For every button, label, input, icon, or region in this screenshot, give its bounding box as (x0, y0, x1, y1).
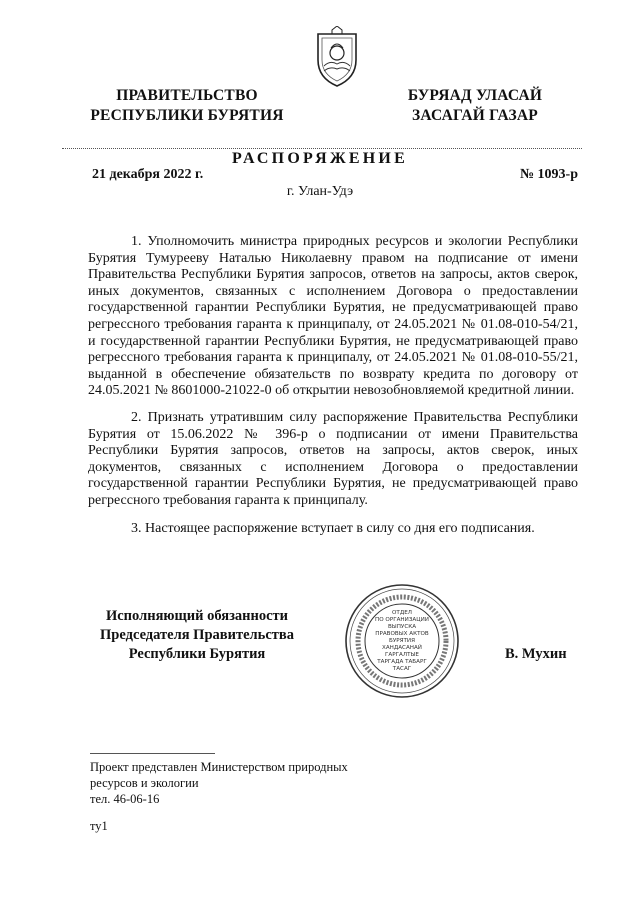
stamp-inner-line4: ПРАВОВЫХ АКТОВ (375, 631, 429, 637)
stamp-inner-line5: БУРЯТИЯ (389, 638, 415, 644)
footer-line1: Проект представлен Министерством природных (90, 760, 348, 774)
signature-line1: Исполняющий обязанности (105, 608, 289, 624)
header-left-line1: ПРАВИТЕЛЬСТВО (116, 87, 258, 104)
document-date: 21 декабря 2022 г. (92, 167, 204, 182)
paragraph-3: 3. Настоящее распоряжение вступает в силу со дня его подписания. (131, 521, 535, 536)
footer-line2: ресурсов и экологии (90, 776, 199, 790)
stamp-inner-line3: ВЫПУСКА (387, 624, 417, 630)
stamp-inner-line8: ТАСАГ (392, 666, 412, 672)
paragraph-1: 1. Уполномочить министра природных ресурсов и экологии Республики Бурятия Тумурееву Наталью Николаевну правом на подписание от имени Правительства Республики Бурятия запросов, ответов на запросы, актов сверок, иных документов, связанных с исполнением Договора о предоставлении государственной гарантии Республики Бурятия, не предусматривающей право регрессного требования гаранта к принципалу, от 24.05.2021 № 01.08-010-54/21, и государственной гарантии Республики Бурятия, не предусматривающей право регрессного требования гаранта к принципалу, от 24.05.2021 № 01.08-010-55/21, выданной в обеспечение обязательств по возврату кредита по договору от 24.05.2021 № 8601000-21022-0 об открытии невозобновляемой кредитной линии. (88, 234, 578, 399)
footer-divider (90, 753, 215, 754)
signature-line3: Республики Бурятия (128, 646, 266, 662)
signature-title (82, 607, 312, 664)
official-stamp (344, 583, 460, 699)
stamp-inner-line2: ПО ОРГАНИЗАЦИИ (375, 617, 429, 623)
header-left (82, 86, 292, 126)
footer-phone: тел. 46-06-16 (90, 792, 160, 806)
coat-of-arms-emblem (312, 26, 362, 88)
signature-line2: Председателя Правительства (100, 627, 294, 643)
paragraph-2: 2. Признать утратившим силу распоряжение Правительства Республики Бурятия от 15.06.2022 № 396-р о подписании от имени Правительства Республики Бурятия запросов, ответов на запросы, актов сверок, иных документов, связанных с исполнением Договора о предоставлении государственной гарантии Республики Бурятия, не предусматривающей право регрессного требования гаранта к принципалу. (88, 410, 578, 508)
document-city: г. Улан-Удэ (286, 184, 354, 199)
footer-initials: ту1 (90, 819, 108, 833)
signatory-name: В. Мухин (505, 646, 567, 662)
footer-note (90, 759, 348, 807)
document-number: № 1093-р (519, 167, 578, 182)
stamp-inner-line7: ТАРГАДА ТАБАРГ (377, 659, 427, 665)
header-right-line2: ЗАСАГАЙ ГАЗАР (412, 107, 538, 124)
header-divider (62, 148, 582, 149)
header-right (375, 86, 575, 126)
stamp-inner-line1: ОТДЕЛ (392, 610, 412, 616)
document-type: РАСПОРЯЖЕНИЕ (232, 150, 408, 167)
stamp-inner-line6: ХАНДАСАНАЙ ГАРГАЛТЫЕ (381, 645, 422, 658)
header-left-line2: РЕСПУБЛИКИ БУРЯТИЯ (90, 107, 284, 124)
header-right-line1: БУРЯАД УЛАСАЙ (407, 87, 543, 104)
